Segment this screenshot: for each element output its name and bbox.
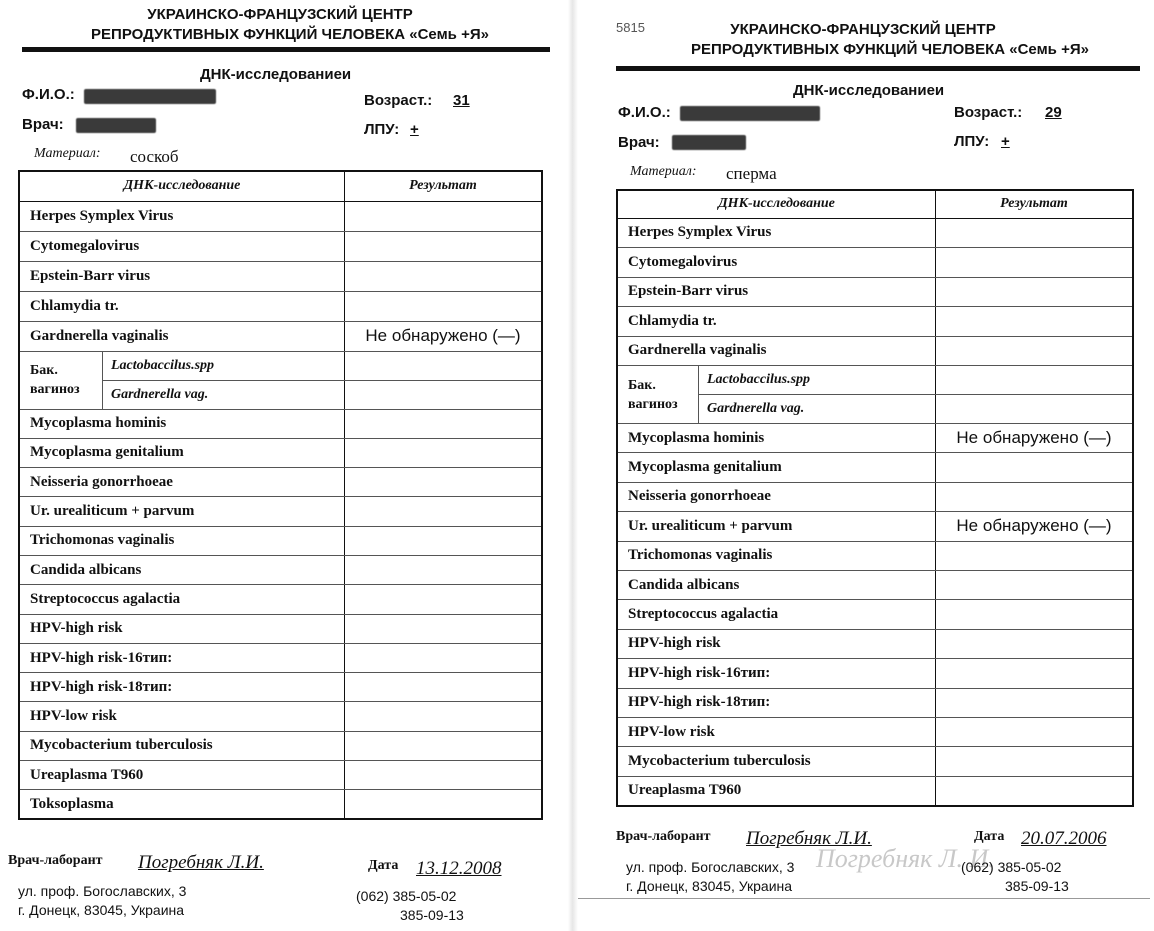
redacted-doctor: [672, 135, 746, 150]
test-name: Neisseria gonorrhoeae: [617, 482, 935, 511]
test-result: [935, 453, 1133, 482]
test-name: Chlamydia tr.: [617, 307, 935, 337]
table-row: [617, 747, 1133, 776]
test-name: HPV-low risk: [19, 702, 345, 731]
lab-doctor-signature: Погребняк Л.И.: [746, 828, 872, 849]
test-result: [345, 201, 543, 231]
table-row: [617, 717, 1133, 746]
address: ул. проф. Богославских, 3 г. Донецк, 83045, Украина: [18, 883, 187, 918]
date-label: Дата: [368, 858, 399, 873]
test-result: [345, 380, 543, 409]
report-sheet-right: [578, 0, 1154, 931]
test-name: HPV-high risk-16тип:: [617, 659, 935, 688]
bak-vaginosis-label: Бак. вагиноз: [617, 366, 699, 424]
test-name: Ur. urealiticum + parvum: [617, 512, 935, 541]
address: ул. проф. Богославских, 3 г. Донецк, 83045, Украина: [626, 859, 795, 894]
test-result: Не обнаружено (—): [345, 321, 543, 351]
material-label: Материал:: [630, 164, 697, 179]
fio-label: Ф.И.О.:: [618, 104, 671, 121]
table-row: [19, 231, 542, 261]
test-name: Herpes Symplex Virus: [617, 218, 935, 248]
test-name: Chlamydia tr.: [19, 291, 345, 321]
date-label: Дата: [974, 829, 1005, 844]
table-row: [19, 261, 542, 291]
test-result: Не обнаружено (—): [935, 424, 1133, 453]
test-result: [345, 643, 543, 672]
test-result: [935, 717, 1133, 746]
fio-label: Ф.И.О.:: [22, 86, 75, 103]
test-name: Epstein-Barr virus: [617, 277, 935, 307]
test-result: [345, 409, 543, 438]
lpu-label: ЛПУ:: [954, 133, 990, 150]
table-row: [19, 614, 542, 643]
table-row: [617, 776, 1133, 805]
age-value: 31: [453, 92, 470, 109]
lab-doctor-signature: Погребняк Л.И.: [138, 852, 264, 873]
table-row: [19, 702, 542, 731]
lpu-value: +: [410, 121, 419, 138]
test-name: HPV-high risk-16тип:: [19, 643, 345, 672]
center-name-line2: РЕПРОДУКТИВНЫХ ФУНКЦИЙ ЧЕЛОВЕКА «Семь +Я»: [691, 41, 1089, 58]
test-result: [935, 659, 1133, 688]
test-result: [345, 468, 543, 497]
material-label: Материал:: [34, 146, 101, 161]
test-result: [935, 366, 1133, 395]
age-label: Возраст.:: [954, 104, 1023, 121]
doc-title: ДНК-исследованиеи: [793, 82, 945, 99]
test-name: Mycobacterium tuberculosis: [617, 747, 935, 776]
test-name: HPV-high risk-18тип:: [617, 688, 935, 717]
results-table: [18, 170, 543, 820]
table-row: [19, 409, 542, 438]
table-row: [19, 526, 542, 555]
table-row: [19, 291, 542, 321]
table-row: [19, 643, 542, 672]
test-name: Neisseria gonorrhoeae: [19, 468, 345, 497]
table-row: [19, 790, 542, 819]
table-row: [19, 555, 542, 584]
lab-doctor-label: Врач-лаборант: [8, 853, 103, 868]
corner-number: 5815: [616, 20, 645, 35]
test-name: Gardnerella vaginalis: [19, 321, 345, 351]
test-name: Mycoplasma genitalium: [19, 438, 345, 467]
column-header-result: Результат: [345, 171, 543, 201]
test-result: [345, 291, 543, 321]
test-name: HPV-high risk-18тип:: [19, 673, 345, 702]
center-name-line2: РЕПРОДУКТИВНЫХ ФУНКЦИЙ ЧЕЛОВЕКА «Семь +Я»: [91, 26, 489, 43]
test-result: [345, 261, 543, 291]
material-value: сперма: [726, 164, 777, 183]
table-row: [617, 541, 1133, 570]
test-result: [935, 395, 1133, 424]
test-name: Mycoplasma genitalium: [617, 453, 935, 482]
lab-doctor-label: Врач-лаборант: [616, 829, 711, 844]
test-result: [935, 747, 1133, 776]
table-row: [19, 468, 542, 497]
test-result: [345, 438, 543, 467]
test-name: Mycoplasma hominis: [617, 424, 935, 453]
age-value: 29: [1045, 104, 1062, 121]
test-name: Gardnerella vaginalis: [617, 336, 935, 366]
test-name: HPV-high risk: [19, 614, 345, 643]
test-result: [345, 585, 543, 614]
bak-vaginosis-label: Бак. вагиноз: [19, 351, 103, 409]
test-name: HPV-high risk: [617, 629, 935, 658]
test-name: Ureaplasma T960: [19, 761, 345, 790]
table-row: [617, 482, 1133, 511]
table-row: [19, 438, 542, 467]
test-result: [935, 688, 1133, 717]
table-row: [617, 600, 1133, 629]
table-row: [617, 336, 1133, 366]
test-result: [345, 614, 543, 643]
test-name: Cytomegalovirus: [19, 231, 345, 261]
test-name: Gardnerella vag.: [699, 395, 936, 424]
page-bottom-edge: [578, 898, 1150, 899]
test-result: [935, 482, 1133, 511]
test-name: Streptococcus agalactia: [19, 585, 345, 614]
test-result: [935, 600, 1133, 629]
test-result: [935, 541, 1133, 570]
table-row: [19, 585, 542, 614]
table-row: [617, 512, 1133, 541]
test-name: Streptococcus agalactia: [617, 600, 935, 629]
table-row: [19, 497, 542, 526]
test-result: [345, 761, 543, 790]
table-row: [19, 321, 542, 351]
results-table: [616, 189, 1134, 807]
table-row: [19, 201, 542, 231]
lpu-value: +: [1001, 133, 1010, 150]
test-result: [345, 702, 543, 731]
column-header-test: ДНК-исследование: [19, 171, 345, 201]
table-row: [617, 688, 1133, 717]
test-result: [345, 526, 543, 555]
center-name-line1: УКРАИНСКО-ФРАНЦУЗСКИЙ ЦЕНТР: [730, 21, 996, 38]
table-row: [19, 731, 542, 760]
header-rule: [616, 66, 1140, 71]
header-rule: [22, 47, 550, 52]
test-result: [935, 570, 1133, 599]
doctor-label: Врач:: [618, 134, 660, 151]
test-name: Ur. urealiticum + parvum: [19, 497, 345, 526]
test-name: Herpes Symplex Virus: [19, 201, 345, 231]
date-value: 13.12.2008: [416, 858, 502, 879]
test-result: [345, 351, 543, 380]
column-header-result: Результат: [935, 190, 1133, 218]
test-result: [935, 248, 1133, 278]
table-row: [617, 570, 1133, 599]
test-result: [345, 673, 543, 702]
test-name: Ureaplasma T960: [617, 776, 935, 805]
test-name: Epstein-Barr virus: [19, 261, 345, 291]
test-result: [345, 731, 543, 760]
test-name: Lactobaccilus.spp: [103, 351, 345, 380]
test-result: [935, 218, 1133, 248]
test-result: [935, 277, 1133, 307]
table-row: [617, 659, 1133, 688]
table-row: [19, 761, 542, 790]
redacted-name: [84, 89, 216, 104]
test-result: [935, 776, 1133, 805]
test-result: [345, 555, 543, 584]
redacted-name: [680, 106, 820, 121]
phones: (062) 385-05-02 385-09-13: [356, 888, 464, 923]
test-name: Lactobaccilus.spp: [699, 366, 936, 395]
test-name: Toksoplasma: [19, 790, 345, 819]
test-result: [345, 231, 543, 261]
table-row: [617, 424, 1133, 453]
test-name: HPV-low risk: [617, 717, 935, 746]
table-row: [617, 248, 1133, 278]
report-sheet-left: [0, 0, 568, 931]
test-name: Trichomonas vaginalis: [617, 541, 935, 570]
material-value: соскоб: [130, 147, 179, 166]
table-row: [617, 453, 1133, 482]
test-name: Mycoplasma hominis: [19, 409, 345, 438]
test-name: Trichomonas vaginalis: [19, 526, 345, 555]
age-label: Возраст.:: [364, 92, 433, 109]
page-fold: [568, 0, 578, 931]
test-name: Cytomegalovirus: [617, 248, 935, 278]
doc-title: ДНК-исследованиеи: [200, 66, 352, 83]
table-row: [617, 218, 1133, 248]
test-result: Не обнаружено (—): [935, 512, 1133, 541]
test-name: Candida albicans: [617, 570, 935, 599]
test-result: [935, 629, 1133, 658]
center-name-line1: УКРАИНСКО-ФРАНЦУЗСКИЙ ЦЕНТР: [147, 6, 413, 23]
date-value: 20.07.2006: [1021, 828, 1107, 849]
test-result: [345, 497, 543, 526]
table-row: [617, 307, 1133, 337]
redacted-doctor: [76, 118, 156, 133]
phones: (062) 385-05-02 385-09-13: [961, 859, 1069, 894]
test-result: [935, 336, 1133, 366]
test-result: [345, 790, 543, 819]
faded-stamp-signature: Погребняк Л. И.: [816, 844, 995, 873]
test-name: Gardnerella vag.: [103, 380, 345, 409]
table-row: [19, 673, 542, 702]
test-name: Mycobacterium tuberculosis: [19, 731, 345, 760]
lpu-label: ЛПУ:: [364, 121, 400, 138]
table-row: [617, 277, 1133, 307]
test-result: [935, 307, 1133, 337]
doctor-label: Врач:: [22, 116, 64, 133]
test-name: Candida albicans: [19, 555, 345, 584]
column-header-test: ДНК-исследование: [617, 190, 935, 218]
table-row: [617, 629, 1133, 658]
